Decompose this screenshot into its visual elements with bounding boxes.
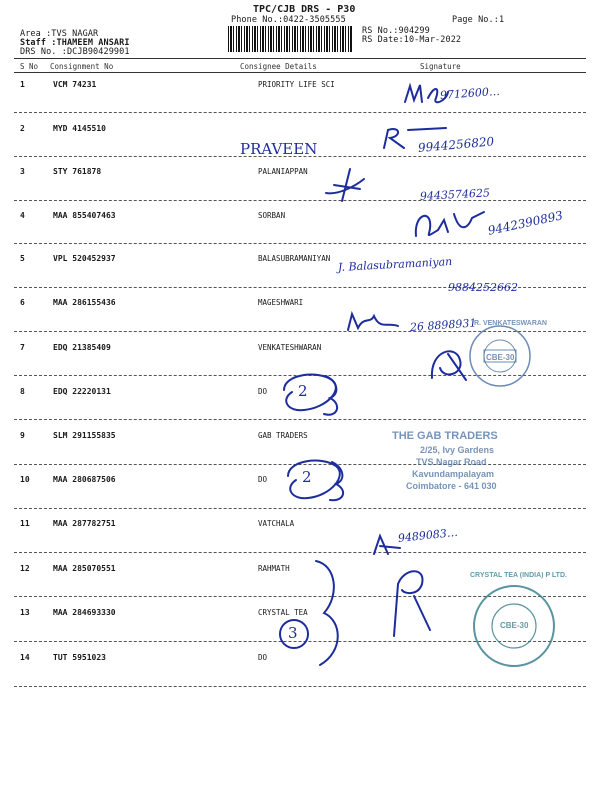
stamp-ring-text: CRYSTAL TEA (INDIA) P LTD. [470,572,567,579]
handwritten-name: PRAVEEN [240,140,318,158]
signature-row3 [320,165,370,205]
page-number: Page No.:1 [452,15,505,25]
row-sno: 11 [20,519,30,528]
row-sno: 9 [20,431,25,440]
row-consignment: MAA 284693330 [53,608,116,617]
row-consignment: VCM 74231 [53,80,97,89]
table-row [0,167,600,207]
row-consignee: DO [258,475,268,484]
signature-row6 [344,306,404,336]
row-consignment: EDQ 22220131 [53,387,111,396]
rs-date: RS Date:10-Mar-2022 [362,35,462,45]
document-title: TPC/CJB DRS - P30 [253,4,356,15]
row-consignment: TUT 5951023 [53,653,106,662]
row-sno: 14 [20,653,30,662]
signature-row12 [382,560,442,640]
row-consignee: PRIORITY LIFE SCI [258,80,335,89]
stamp-company-name: THE GAB TRADERS [392,430,498,442]
col-header-signature: Signature [420,62,461,71]
header-rule [14,58,586,59]
stamp-center-text: CBE-30 [486,353,515,362]
row-consignment: STY 761878 [53,167,102,176]
row-consignee: BALASUBRAMANIYAN [258,254,331,263]
drs-number: DRS No. :DCJB90429901 [20,47,130,57]
row-divider [14,200,586,201]
row-sno: 2 [20,124,25,133]
handwritten-phone: 9884252662 [448,281,518,294]
row-divider [14,508,586,509]
barcode [228,26,352,52]
row-sno: 13 [20,608,30,617]
handwritten-phone: 9443574625 [419,186,491,203]
row-consignment: MYD 4145510 [53,124,106,133]
col-header-consignee: Consignee Details [240,62,317,71]
row-consignee: DO [258,387,268,396]
stamp-ring-text: R. VENKATESWARAN [474,320,547,327]
row-sno: 3 [20,167,25,176]
row-divider [14,243,586,244]
column-header-rule [14,72,586,73]
row-divider [14,419,586,420]
handwritten-phone: 9944256820 [417,134,495,155]
row-consignee: DO [258,653,268,662]
signature-row8 [278,368,348,416]
row-consignment: MAA 286155436 [53,298,116,307]
signature-row10 [282,452,352,504]
area-field: Area :TVS NAGAR [20,29,99,39]
table-row [0,80,600,120]
phone-number: Phone No.:0422-3505555 [231,15,346,25]
row-consignee: SORBAN [258,211,286,220]
col-header-sno: S No [20,62,39,71]
delivery-mark: 2 [298,382,308,400]
row-divider [14,112,586,113]
row-divider [14,552,586,553]
handwritten-phone: 9712600… [439,84,501,102]
handwritten-phone: 26 8898931 [409,316,477,334]
row-consignee: VATCHALA [258,519,295,528]
row-divider [14,686,586,687]
row-sno: 10 [20,475,30,484]
handwritten-phone: 9442390893 [486,208,565,238]
row-sno: 7 [20,343,25,352]
signature-bracket [300,555,360,670]
row-consignment: MAA 287782751 [53,519,116,528]
stamp-address-line: TVS Nagar Road [416,457,487,467]
staff-field: Staff :THAMEEM ANSARI [20,38,130,48]
row-sno: 12 [20,564,30,573]
handwritten-name: J. Balasubramaniyan [337,255,453,274]
row-consignee: MAGESHWARI [258,298,304,307]
row-consignment: MAA 855407463 [53,211,116,220]
col-header-consignment: Consignment No [50,62,114,71]
row-consignment: EDQ 21385409 [53,343,111,352]
row-consignee: VENKATESHWARAN [258,343,322,352]
row-consignment: MAA 285070551 [53,564,116,573]
handwritten-phone: 9489083… [397,525,459,545]
row-consignee: PALANIAPPAN [258,167,308,176]
stamp-address-line: 2/25, Ivy Gardens [420,445,495,455]
row-sno: 1 [20,80,25,89]
delivery-mark: 3 [288,624,298,642]
table-row [0,519,600,559]
stamp-address-line: Coimbatore - 641 030 [406,481,497,491]
row-consignment: VPL 520452937 [53,254,116,263]
row-consignment: MAA 280687506 [53,475,116,484]
rs-number: RS No.:904299 [362,26,430,36]
delivery-mark: 2 [302,468,312,486]
row-consignee: RAHMATH [258,564,290,573]
row-sno: 5 [20,254,25,263]
row-sno: 6 [20,298,25,307]
row-sno: 8 [20,387,25,396]
row-consignment: SLM 291155835 [53,431,116,440]
row-sno: 4 [20,211,25,220]
row-consignee: GAB TRADERS [258,431,308,440]
stamp-address-line: Kavundampalayam [412,469,495,479]
signature-row4 [410,204,490,244]
stamp-center-text: CBE-30 [500,621,529,630]
row-consignee: CRYSTAL TEA [258,608,308,617]
